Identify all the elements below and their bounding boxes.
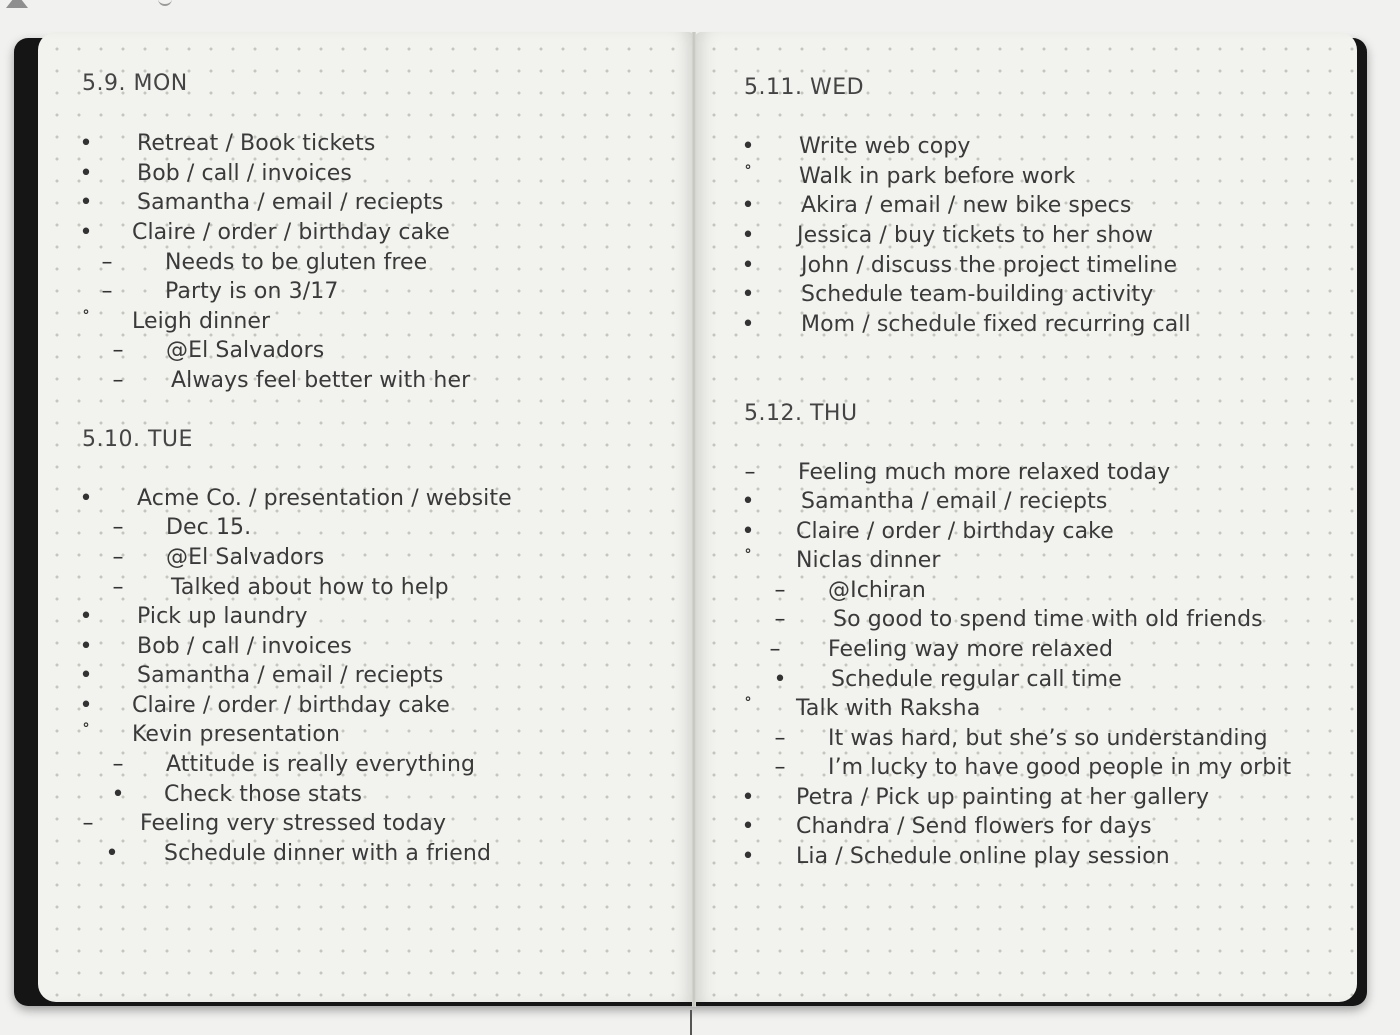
entry-text: So good to spend time with old friends bbox=[833, 607, 1263, 632]
entry-text: Needs to be gluten free bbox=[165, 250, 428, 275]
note-dash-icon: – bbox=[112, 575, 124, 600]
task-bullet-icon: • bbox=[741, 282, 755, 307]
entry-text: @Ichiran bbox=[828, 578, 926, 603]
task-bullet-icon: • bbox=[79, 486, 93, 511]
task-bullet-icon: • bbox=[741, 814, 755, 839]
entry-text: Schedule team-building activity bbox=[801, 282, 1154, 307]
note-dash-icon: – bbox=[82, 811, 94, 836]
entry-text: Talked about how to help bbox=[171, 575, 449, 600]
task-bullet-icon: • bbox=[741, 489, 755, 514]
event-circle-icon: ° bbox=[744, 163, 752, 179]
entry-text: Pick up laundry bbox=[137, 604, 308, 629]
entry-text: Niclas dinner bbox=[796, 548, 941, 573]
day-heading: 5.11. WED bbox=[744, 75, 865, 100]
task-bullet-icon: • bbox=[741, 253, 755, 278]
entry-text: Acme Co. / presentation / website bbox=[137, 486, 512, 511]
event-circle-icon: ° bbox=[82, 721, 90, 737]
task-bullet-icon: • bbox=[105, 841, 119, 866]
note-dash-icon: – bbox=[769, 637, 781, 662]
note-dash-icon: – bbox=[774, 578, 786, 603]
task-bullet-icon: • bbox=[741, 312, 755, 337]
entry-text: @El Salvadors bbox=[166, 545, 325, 570]
entry-text: Samantha / email / reciepts bbox=[801, 489, 1108, 514]
entry-text: I’m lucky to have good people in my orbit bbox=[828, 755, 1292, 780]
entry-text: Talk with Raksha bbox=[796, 696, 981, 721]
task-bullet-icon: • bbox=[111, 782, 125, 807]
entry-text: Check those stats bbox=[164, 782, 363, 807]
event-circle-icon: ° bbox=[82, 308, 90, 324]
day-heading: 5.10. TUE bbox=[82, 427, 193, 452]
entry-text: Jessica / buy tickets to her show bbox=[797, 223, 1154, 248]
task-bullet-icon: • bbox=[79, 604, 93, 629]
entry-text: John / discuss the project timeline bbox=[801, 253, 1178, 278]
entry-text: @El Salvadors bbox=[166, 338, 325, 363]
task-bullet-icon: • bbox=[79, 190, 93, 215]
note-dash-icon: – bbox=[112, 515, 124, 540]
note-dash-icon: – bbox=[112, 368, 124, 393]
task-bullet-icon: • bbox=[741, 785, 755, 810]
entry-text: Party is on 3/17 bbox=[165, 279, 339, 304]
entry-text: Walk in park before work bbox=[799, 164, 1076, 189]
entry-text: Feeling much more relaxed today bbox=[798, 460, 1171, 485]
entry-text: Feeling very stressed today bbox=[140, 811, 447, 836]
entry-text: Akira / email / new bike specs bbox=[801, 193, 1132, 218]
note-dash-icon: – bbox=[774, 755, 786, 780]
entry-text: Attitude is really everything bbox=[166, 752, 476, 777]
day-heading: 5.9. MON bbox=[82, 71, 188, 96]
entry-text: Claire / order / birthday cake bbox=[132, 220, 450, 245]
note-dash-icon: – bbox=[101, 250, 113, 275]
task-bullet-icon: • bbox=[741, 134, 755, 159]
entry-text: Schedule regular call time bbox=[831, 667, 1122, 692]
note-dash-icon: – bbox=[112, 545, 124, 570]
event-circle-icon: ° bbox=[744, 547, 752, 563]
entry-text: Bob / call / invoices bbox=[137, 161, 352, 186]
notebook-spine bbox=[692, 32, 696, 1007]
note-dash-icon: – bbox=[744, 460, 756, 485]
entry-text: Always feel better with her bbox=[171, 368, 471, 393]
note-dash-icon: – bbox=[774, 607, 786, 632]
corner-curve-icon bbox=[158, 0, 172, 6]
entry-text: Dec 15. bbox=[166, 515, 252, 540]
entry-text: Lia / Schedule online play session bbox=[796, 844, 1170, 869]
task-bullet-icon: • bbox=[79, 634, 93, 659]
task-bullet-icon: • bbox=[79, 161, 93, 186]
event-circle-icon: ° bbox=[744, 695, 752, 711]
entry-text: Claire / order / birthday cake bbox=[796, 519, 1114, 544]
task-bullet-icon: • bbox=[741, 193, 755, 218]
task-bullet-icon: • bbox=[773, 667, 787, 692]
entry-text: Chandra / Send flowers for days bbox=[796, 814, 1152, 839]
entry-text: Mom / schedule fixed recurring call bbox=[801, 312, 1191, 337]
entry-text: Schedule dinner with a friend bbox=[164, 841, 492, 866]
entry-text: Kevin presentation bbox=[132, 722, 340, 747]
task-bullet-icon: • bbox=[741, 519, 755, 544]
entry-text: Feeling way more relaxed bbox=[828, 637, 1114, 662]
task-bullet-icon: • bbox=[79, 663, 93, 688]
entry-text: It was hard, but she’s so understanding bbox=[828, 726, 1268, 751]
entry-text: Retreat / Book tickets bbox=[137, 131, 376, 156]
task-bullet-icon: • bbox=[741, 223, 755, 248]
entry-text: Claire / order / birthday cake bbox=[132, 693, 450, 718]
task-bullet-icon: • bbox=[79, 131, 93, 156]
entry-text: Samantha / email / reciepts bbox=[137, 663, 444, 688]
corner-arrow-icon bbox=[6, 0, 28, 8]
task-bullet-icon: • bbox=[741, 844, 755, 869]
note-dash-icon: – bbox=[112, 752, 124, 777]
entry-text: Petra / Pick up painting at her gallery bbox=[796, 785, 1210, 810]
entry-text: Samantha / email / reciepts bbox=[137, 190, 444, 215]
note-dash-icon: – bbox=[112, 338, 124, 363]
day-heading: 5.12. THU bbox=[744, 401, 858, 426]
binding-line bbox=[690, 1010, 692, 1035]
task-bullet-icon: • bbox=[79, 220, 93, 245]
entry-text: Leigh dinner bbox=[132, 309, 271, 334]
entry-text: Write web copy bbox=[799, 134, 971, 159]
entry-text: Bob / call / invoices bbox=[137, 634, 352, 659]
note-dash-icon: – bbox=[101, 279, 113, 304]
note-dash-icon: – bbox=[774, 726, 786, 751]
task-bullet-icon: • bbox=[79, 693, 93, 718]
